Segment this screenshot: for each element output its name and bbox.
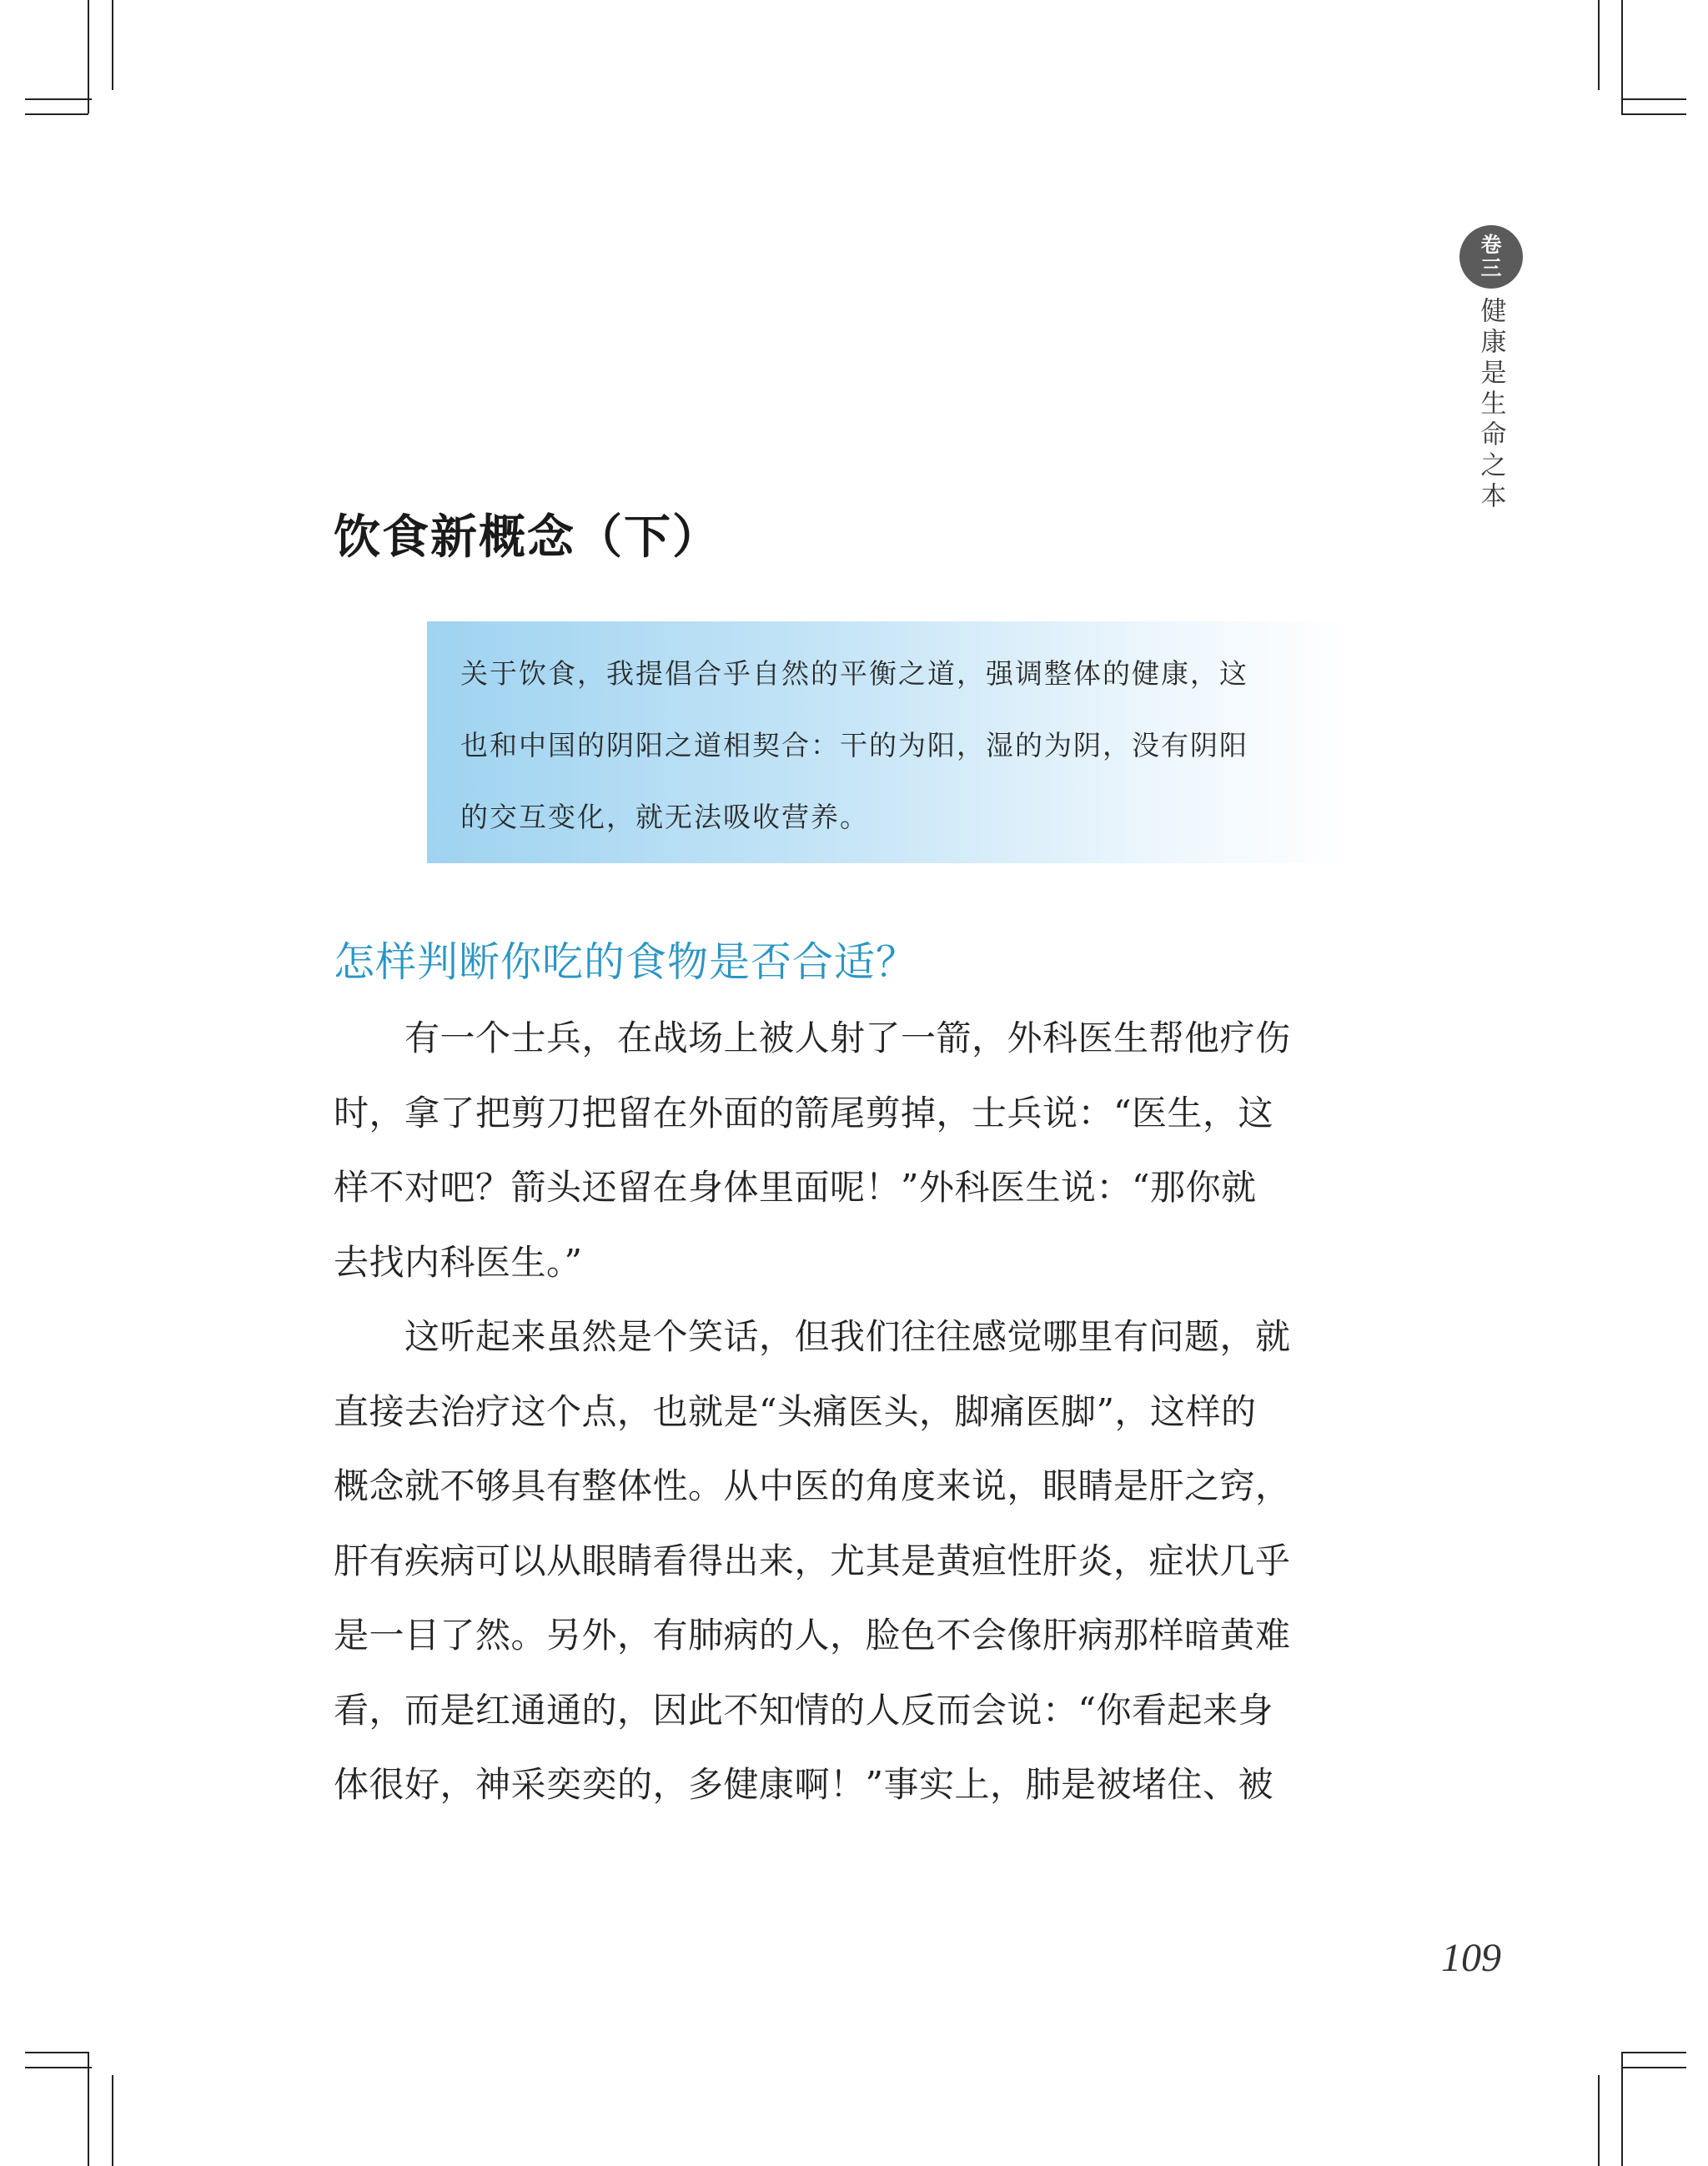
crop-mark	[1621, 2052, 1623, 2166]
chapter-badge-volume: 卷	[1480, 233, 1502, 257]
body-line: 有一个士兵，在战场上被人射了一箭，外科医生帮他疗伤	[334, 1018, 1291, 1058]
quote-line: 关于饮食，我提倡合乎自然的平衡之道，强调整体的健康，这	[460, 657, 1248, 690]
crop-mark	[1621, 98, 1686, 100]
crop-mark	[25, 2067, 92, 2068]
body-line: 概念就不够具有整体性。从中医的角度来说，眼睛是肝之窍，	[334, 1465, 1291, 1506]
quote-line: 的交互变化，就无法吸收营养。	[460, 801, 869, 833]
body-line: 时，拿了把剪刀把留在外面的箭尾剪掉，士兵说：“医生，这	[334, 1092, 1273, 1133]
crop-mark	[1621, 2067, 1686, 2068]
body-line: 直接去治疗这个点，也就是“头痛医头，脚痛医脚”，这样的	[334, 1390, 1257, 1432]
body-line: 这听起来虽然是个笑话，但我们往往感觉哪里有问题，就	[334, 1316, 1291, 1357]
chapter-title: 健康是生命之本	[1475, 297, 1506, 513]
chapter-tab	[1459, 225, 1523, 513]
crop-mark	[25, 113, 88, 115]
crop-mark	[25, 2052, 88, 2053]
crop-mark	[112, 2075, 113, 2166]
crop-mark	[112, 0, 113, 90]
body-text	[334, 1001, 1351, 1822]
crop-mark	[1598, 2075, 1600, 2166]
section-heading: 怎样判断你吃的食物是否合适？	[334, 938, 918, 986]
body-line: 是一目了然。另外，有肺病的人，脸色不会像肝病那样暗黄难	[334, 1615, 1291, 1656]
crop-mark	[1621, 0, 1623, 113]
crop-mark	[88, 0, 89, 113]
quote-box	[427, 621, 1351, 863]
body-line: 体很好，神采奕奕的，多健康啊！”事实上，肺是被堵住、被	[334, 1764, 1273, 1805]
chapter-badge	[1459, 225, 1523, 289]
body-line: 去找内科医生。”	[334, 1241, 583, 1283]
crop-mark	[25, 98, 92, 100]
crop-mark	[1621, 2052, 1686, 2053]
body-line: 样不对吧？箭头还留在身体里面呢！”外科医生说：“那你就	[334, 1167, 1257, 1208]
page-title: 饮食新概念（下）	[334, 510, 721, 565]
body-line: 看，而是红通通的，因此不知情的人反而会说：“你看起来身	[334, 1689, 1273, 1731]
crop-mark	[1598, 0, 1600, 90]
quote-line: 也和中国的阴阳之道相契合：干的为阳，湿的为阴，没有阴阳	[460, 729, 1248, 761]
crop-mark	[88, 2052, 89, 2166]
crop-mark	[1621, 113, 1686, 115]
page-number: 109	[1441, 1936, 1501, 1980]
body-line: 肝有疾病可以从眼睛看得出来，尤其是黄疸性肝炎，症状几乎	[334, 1540, 1291, 1581]
chapter-badge-number: 三	[1480, 256, 1502, 280]
